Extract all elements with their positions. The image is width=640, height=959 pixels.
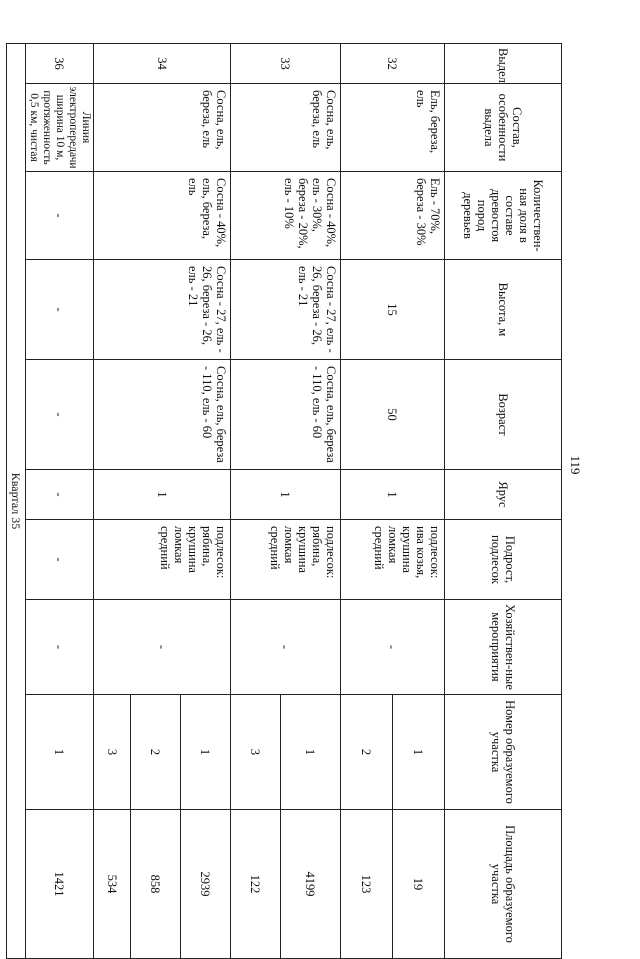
cell-meropriyatiya: - (26, 600, 94, 695)
table-row (181, 44, 231, 959)
cell-yarus: 1 (341, 470, 445, 520)
header-vysota: Высота, м (445, 260, 562, 360)
cell-podrost: подлесок: рябина, крушина ломкая средний (231, 520, 341, 600)
cell-vydel: 36 (26, 44, 94, 84)
header-meropriyatiya: Хозяйствен-ные мероприятия (445, 600, 562, 695)
cell-yarus: 1 (231, 470, 341, 520)
table-row (393, 44, 445, 959)
cell-ploshad: 19 (393, 810, 445, 959)
header-vozrast: Возраст (445, 360, 562, 470)
cell-vysota: Сосна - 27, ель - 26, береза - 26, ель - 21 (231, 260, 341, 360)
table-row (281, 44, 341, 959)
cell-vozrast: - (26, 360, 94, 470)
cell-ploshad: 4199 (281, 810, 341, 959)
page-number: 119 (568, 455, 583, 475)
cell-vozrast: Сосна, ель, береза - 110, ель - 60 (231, 360, 341, 470)
cell-podrost: подлесок: ива козья, крушина ломкая средний (341, 520, 445, 600)
cell-dolya: Сосна - 40%, ель - 30%, береза - 20%, ель - 10% (231, 172, 341, 260)
cell-ploshad: 534 (94, 810, 131, 959)
cell-yarus: 1 (94, 470, 231, 520)
header-dolya: Количествен-ная доля в составе древостоя пород деревьев (445, 172, 562, 260)
cell-sostav: Линия электропередачи ширина 10 м, протяженность 0,5 км, чистая (26, 84, 94, 172)
cell-nomer: 2 (131, 695, 181, 810)
cell-ploshad: 123 (341, 810, 393, 959)
cell-nomer: 1 (26, 695, 94, 810)
header-nomer: Номер образуемого участка (445, 695, 562, 810)
cell-sostav: Сосна, ель, береза, ель (231, 84, 341, 172)
cell-ploshad: 1421 (26, 810, 94, 959)
cell-dolya: Сосна - 40%, ель, береза, ель (94, 172, 231, 260)
header-podrost: Подрост, подлесок (445, 520, 562, 600)
cell-nomer: 1 (281, 695, 341, 810)
cell-nomer: 1 (393, 695, 445, 810)
cell-podrost: - (26, 520, 94, 600)
header-sostav: Состав, особенности выдела (445, 84, 562, 172)
kvartal-label: Квартал 35 (7, 44, 26, 959)
cell-vysota: Сосна - 27, ель - 26, береза - 26, ель - 21 (94, 260, 231, 360)
header-vydel: Выдел (445, 44, 562, 84)
cell-meropriyatiya: - (94, 600, 231, 695)
kvartal-row (7, 44, 26, 959)
cell-vysota: 15 (341, 260, 445, 360)
forest-inventory-table (6, 43, 562, 959)
cell-vydel: 32 (341, 44, 445, 84)
header-row (445, 44, 562, 959)
header-ploshad: Площадь образуемого участка (445, 810, 562, 959)
cell-nomer: 3 (94, 695, 131, 810)
cell-sostav: Ель, береза, ель (341, 84, 445, 172)
table-row (26, 44, 94, 959)
cell-vozrast: Сосна, ель, береза - 110, ель - 60 (94, 360, 231, 470)
cell-podrost: подлесок: рябина, крушина ломкая средний (94, 520, 231, 600)
cell-yarus: - (26, 470, 94, 520)
rotated-table-container (9, 43, 562, 943)
cell-nomer: 2 (341, 695, 393, 810)
cell-vysota: - (26, 260, 94, 360)
cell-sostav: Сосна, ель, береза, ель (94, 84, 231, 172)
cell-vozrast: 50 (341, 360, 445, 470)
cell-ploshad: 122 (231, 810, 281, 959)
cell-vydel: 34 (94, 44, 231, 84)
cell-meropriyatiya: - (341, 600, 445, 695)
cell-nomer: 1 (181, 695, 231, 810)
cell-dolya: - (26, 172, 94, 260)
cell-ploshad: 2939 (181, 810, 231, 959)
cell-meropriyatiya: - (231, 600, 341, 695)
header-yarus: Ярус (445, 470, 562, 520)
cell-nomer: 3 (231, 695, 281, 810)
cell-vydel: 33 (231, 44, 341, 84)
cell-dolya: Ель - 70%, береза - 30% (341, 172, 445, 260)
cell-ploshad: 858 (131, 810, 181, 959)
